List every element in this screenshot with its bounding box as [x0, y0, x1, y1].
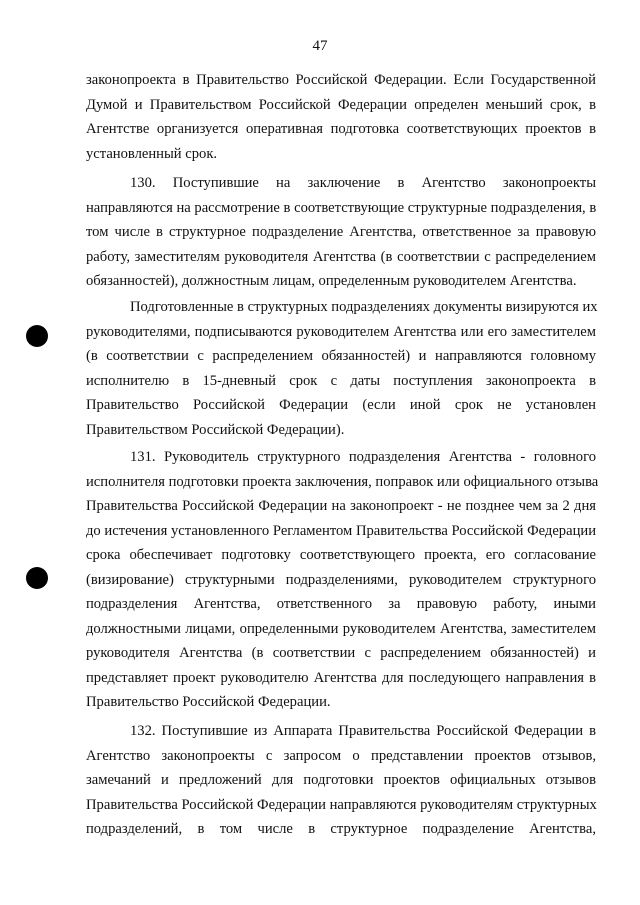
text-line: работу, заместителям руководителя Агентства (в соответствии с распределением [86, 248, 596, 265]
text-line: 131. Руководитель структурного подразделения Агентства - головного [130, 449, 596, 465]
text-line: Правительства Российской Федерации направляются руководителям структурных [86, 796, 597, 813]
text-line: 132. Поступившие из Аппарата Правительства Российской Федерации в [130, 723, 596, 739]
text-line: обязанностей), должностным лицам, определенным руководителем Агентства. [86, 273, 577, 289]
text-line: подразделения Агентства, ответственного за правовую работу, иными [86, 596, 596, 612]
text-line: Агентство законопроекты с запросом о представлении проектов отзывов, [86, 747, 596, 764]
paragraph-item-132 [86, 719, 596, 842]
text-line: замечаний и предложений для подготовки проектов официальных отзывов [86, 772, 596, 788]
paragraph-continuation [86, 68, 596, 166]
text-line: 130. Поступившие на заключение в Агентство законопроекты [130, 175, 596, 191]
paragraph-item-131 [86, 445, 599, 715]
punch-hole-top [26, 325, 48, 347]
text-line: представляет проект руководителю Агентства для последующего направления в [86, 669, 596, 686]
text-line: законопроекта в Правительство Российской Федерации. Если Государственной [86, 72, 596, 88]
text-line: Правительства Российской Федерации на законопроект - не позднее чем за 2 дня [86, 498, 596, 514]
text-line: направляются на рассмотрение в соответствующие структурные подразделения, в [86, 199, 597, 216]
text-line: Правительство Российской Федерации (если иной срок не установлен [86, 397, 596, 413]
text-line: Думой и Правительством Российской Федерации определен меньший срок, в [86, 96, 596, 113]
punch-hole-bottom [26, 567, 48, 589]
text-line: Правительство Российской Федерации. [86, 694, 331, 710]
text-line: Подготовленные в структурных подразделениях документы визируются их [130, 299, 598, 315]
text-line: том числе в структурное подразделение Агентства, ответственное за правовую [86, 224, 596, 240]
page-number: 47 [312, 38, 328, 54]
text-line: должностными лицами, определенными руководителем Агентства, заместителем [86, 620, 596, 637]
text-line: Агентстве организуется оперативная подготовка соответствующих проектов в [86, 121, 596, 137]
text-line: исполнителя подготовки проекта заключения, поправок или официального отзыва [86, 473, 599, 490]
text-line: до истечения установленного Регламентом Правительства Российской Федерации [86, 522, 596, 539]
text-line: (визирование) структурными подразделениями, руководителем структурного [86, 571, 596, 588]
paragraph-item-130 [86, 171, 596, 294]
text-line: руководителями, подписываются руководителем Агентства или его заместителем [86, 323, 596, 340]
paragraph-approval [86, 295, 596, 442]
text-line: установленный срок. [86, 145, 218, 162]
text-line: срока обеспечивает подготовку соответствующего проекта, его согласование [86, 547, 596, 563]
text-line: Правительством Российской Федерации). [86, 421, 345, 438]
text-line: руководителя Агентства (в соответствии с распределением обязанностей) и [86, 645, 596, 661]
text-line: (в соответствии с распределением обязанностей) и направляются головному [86, 348, 596, 364]
text-line: исполнителю в 15-дневный срок с даты поступления законопроекта в [86, 372, 596, 389]
text-line: подразделений, в том числе в структурное подразделение Агентства, [86, 821, 596, 837]
